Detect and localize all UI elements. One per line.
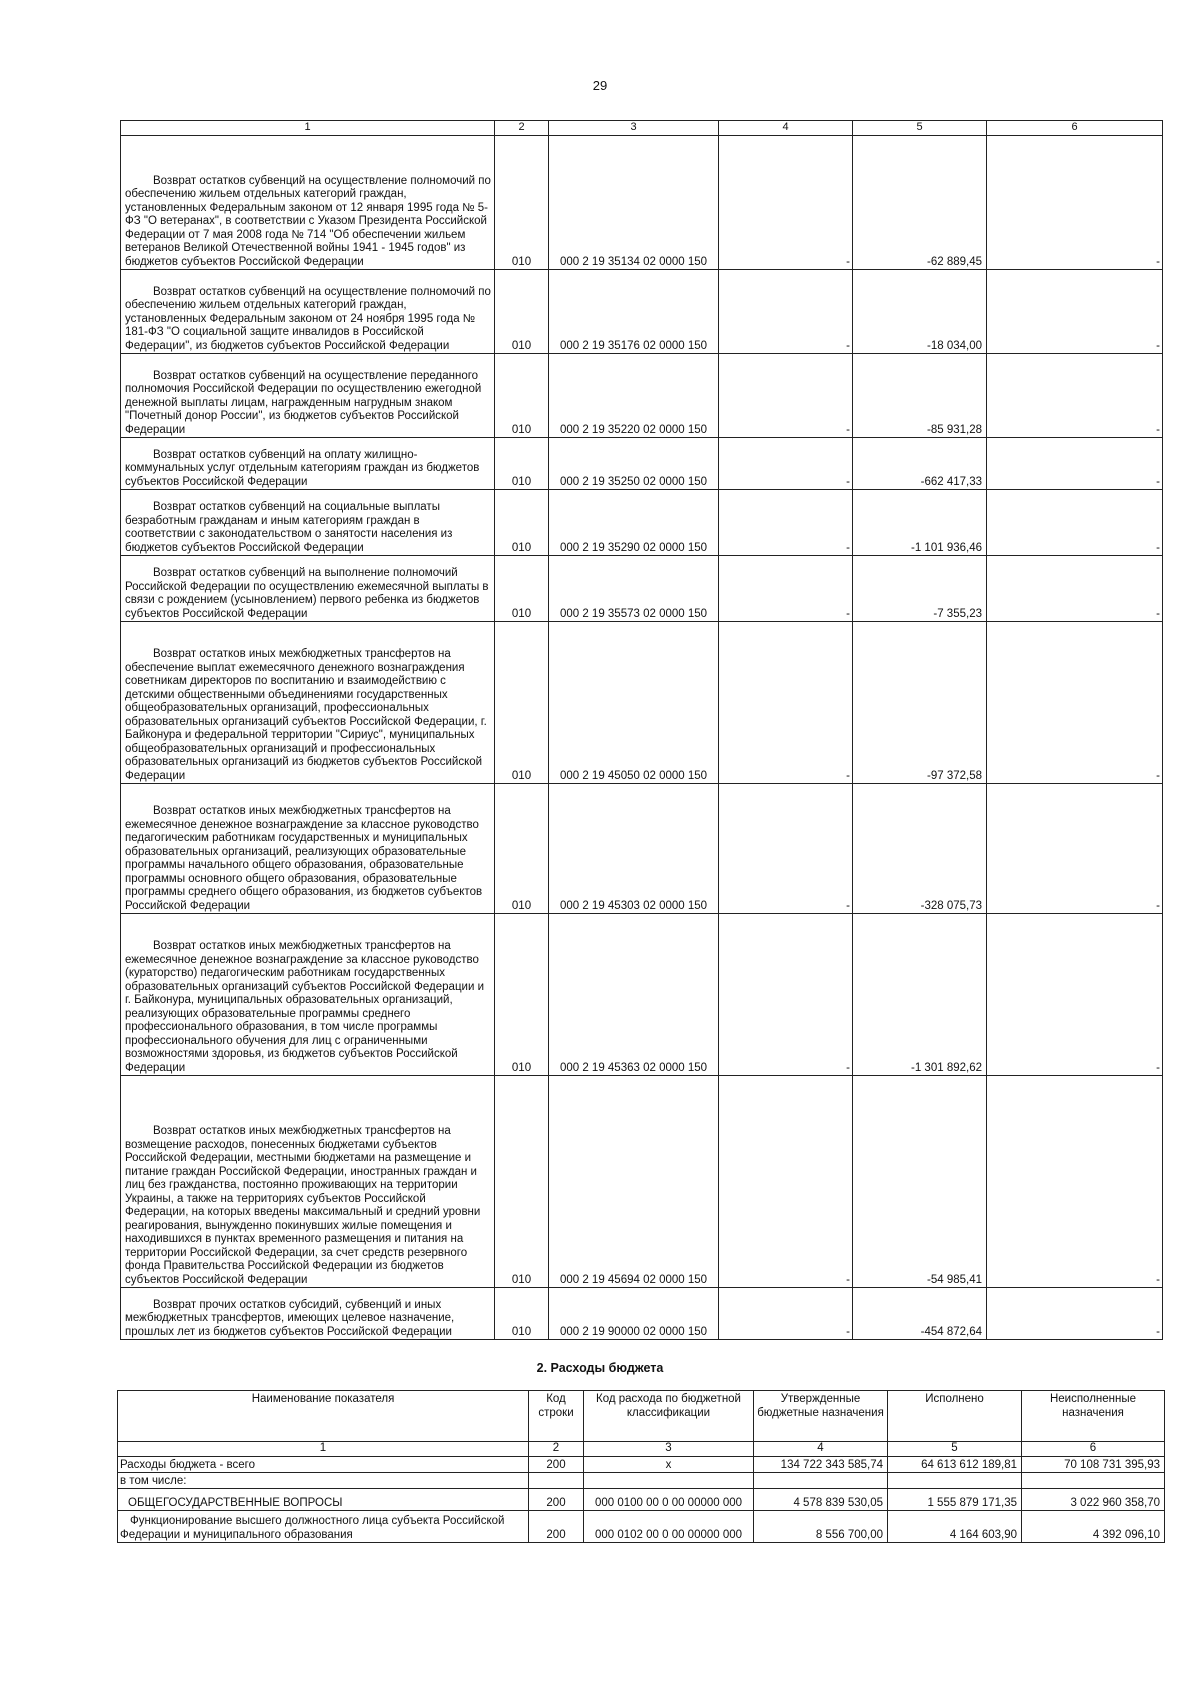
row-budget-code: 000 0100 00 0 00 00000 000	[584, 1489, 754, 1511]
row-line-code: 200	[529, 1489, 584, 1511]
row-executed: -54 985,41	[853, 1076, 987, 1288]
header-name: Наименование показателя	[118, 1391, 529, 1442]
row-executed	[888, 1473, 1022, 1489]
row-budget-code: 000 2 19 35250 02 0000 150	[549, 438, 719, 490]
row-executed: -18 034,00	[853, 270, 987, 354]
row-executed: -454 872,64	[853, 1288, 987, 1340]
row-line-code: 010	[495, 354, 549, 438]
table-row	[121, 1288, 1163, 1340]
row-unexecuted: -	[987, 914, 1163, 1076]
row-name: Расходы бюджета - всего	[118, 1457, 529, 1473]
table-row	[121, 354, 1163, 438]
table-row	[121, 270, 1163, 354]
row-approved: -	[719, 1288, 853, 1340]
row-approved: -	[719, 1076, 853, 1288]
row-budget-code: 000 0102 00 0 00 00000 000	[584, 1511, 754, 1543]
row-executed: 1 555 879 171,35	[888, 1489, 1022, 1511]
row-budget-code	[584, 1473, 754, 1489]
header-budget-code: Код расхода по бюджетной классификации	[584, 1391, 754, 1442]
col-num-1: 1	[118, 1442, 529, 1457]
row-executed: -1 301 892,62	[853, 914, 987, 1076]
col-num-5: 5	[888, 1442, 1022, 1457]
table-row	[121, 556, 1163, 622]
row-line-code: 200	[529, 1511, 584, 1543]
row-line-code: 010	[495, 622, 549, 784]
page-number: 29	[592, 78, 608, 93]
row-approved	[754, 1473, 888, 1489]
row-unexecuted: -	[987, 354, 1163, 438]
header-approved: Утвержденные бюджетные назначения	[754, 1391, 888, 1442]
row-budget-code: 000 2 19 45694 02 0000 150	[549, 1076, 719, 1288]
row-name: Функционирование высшего должностного лица субъекта Российской Федерации и муниципального образования	[118, 1511, 529, 1543]
row-name: Возврат остатков субвенций на выполнение полномочий Российской Федерации по осуществлению ежемесячной выплаты в связи с рождением (усыновлением) первого ребенка из бюджетов субъектов Российской Федерации	[121, 556, 495, 622]
table-row	[121, 136, 1163, 270]
row-approved: -	[719, 914, 853, 1076]
row-line-code: 010	[495, 438, 549, 490]
row-executed: 4 164 603,90	[888, 1511, 1022, 1543]
header-executed: Исполнено	[888, 1391, 1022, 1442]
col-num-6: 6	[987, 121, 1163, 136]
row-unexecuted: -	[987, 784, 1163, 914]
row-line-code: 010	[495, 136, 549, 270]
table-row	[121, 490, 1163, 556]
row-executed: -7 355,23	[853, 556, 987, 622]
row-approved: -	[719, 490, 853, 556]
row-approved: -	[719, 784, 853, 914]
table-row	[121, 914, 1163, 1076]
table-row	[118, 1473, 1165, 1489]
col-num-4: 4	[719, 121, 853, 136]
row-budget-code: x	[584, 1457, 754, 1473]
row-line-code: 010	[495, 1288, 549, 1340]
budget-expenses-table	[117, 1390, 1165, 1543]
row-budget-code: 000 2 19 90000 02 0000 150	[549, 1288, 719, 1340]
row-approved: 134 722 343 585,74	[754, 1457, 888, 1473]
row-line-code: 010	[495, 1076, 549, 1288]
row-unexecuted: -	[987, 1076, 1163, 1288]
table-row	[118, 1511, 1165, 1543]
row-unexecuted: 4 392 096,10	[1022, 1511, 1165, 1543]
row-budget-code: 000 2 19 35220 02 0000 150	[549, 354, 719, 438]
col-num-1: 1	[121, 121, 495, 136]
row-name: Возврат остатков иных межбюджетных трансфертов на возмещение расходов, понесенных бюджетами субъектов Российской Федерации, местными бюджетами на размещение и питание граждан Российской Федерации, иностранных граждан и лиц без гражданства, постоянно проживающих на территории Украины, а также на территориях субъектов Российской Федерации, на которых введены максимальный и средний уровни реагирования, вынужденно покинувших жилые помещения и находившихся в пунктах временного размещения и питания на территории Российской Федерации, за счет средств резервного фонда Правительства Российской Федерации из бюджетов субъектов Российской Федерации	[121, 1076, 495, 1288]
table-row	[118, 1489, 1165, 1511]
row-executed: -328 075,73	[853, 784, 987, 914]
row-unexecuted: -	[987, 1288, 1163, 1340]
column-number-row	[118, 1442, 1165, 1457]
row-executed: 64 613 612 189,81	[888, 1457, 1022, 1473]
row-unexecuted: -	[987, 556, 1163, 622]
header-line-code: Код строки	[529, 1391, 584, 1442]
table-row	[121, 438, 1163, 490]
row-approved: 4 578 839 530,05	[754, 1489, 888, 1511]
row-name: Возврат остатков субвенций на осуществление полномочий по обеспечению жильем отдельных категорий граждан, установленных Федеральным законом от 12 января 1995 года № 5-ФЗ "О ветеранах", в соответствии с Указом Президента Российской Федерации от 7 мая 2008 года № 714 "Об обеспечении жильем ветеранов Великой Отечественной войны 1941 - 1945 годов" из бюджетов субъектов Российской Федерации	[121, 136, 495, 270]
row-line-code: 010	[495, 784, 549, 914]
row-name: Возврат остатков субвенций на осуществление переданного полномочия Российской Федерации по осуществлению ежегодной денежной выплаты лицам, награжденным нагрудным знаком "Почетный донор России", из бюджетов субъектов Российской Федерации	[121, 354, 495, 438]
row-approved: -	[719, 556, 853, 622]
col-num-3: 3	[549, 121, 719, 136]
row-approved: -	[719, 136, 853, 270]
row-name: Возврат остатков субвенций на оплату жилищно-коммунальных услуг отдельным категориям граждан из бюджетов субъектов Российской Федерации	[121, 438, 495, 490]
revenue-returns-table	[120, 120, 1163, 1340]
row-budget-code: 000 2 19 35134 02 0000 150	[549, 136, 719, 270]
row-line-code: 200	[529, 1457, 584, 1473]
row-budget-code: 000 2 19 45303 02 0000 150	[549, 784, 719, 914]
col-num-2: 2	[529, 1442, 584, 1457]
row-name: ОБЩЕГОСУДАРСТВЕННЫЕ ВОПРОСЫ	[118, 1489, 529, 1511]
col-num-4: 4	[754, 1442, 888, 1457]
row-line-code: 010	[495, 490, 549, 556]
col-num-2: 2	[495, 121, 549, 136]
row-budget-code: 000 2 19 35290 02 0000 150	[549, 490, 719, 556]
row-approved: -	[719, 354, 853, 438]
row-line-code: 010	[495, 270, 549, 354]
header-row	[118, 1391, 1165, 1442]
row-line-code: 010	[495, 556, 549, 622]
row-budget-code: 000 2 19 35176 02 0000 150	[549, 270, 719, 354]
row-unexecuted: -	[987, 270, 1163, 354]
row-executed: -662 417,33	[853, 438, 987, 490]
row-unexecuted: -	[987, 622, 1163, 784]
header-unexecuted: Неисполненные назначения	[1022, 1391, 1165, 1442]
row-approved: -	[719, 438, 853, 490]
row-name: Возврат остатков субвенций на осуществление полномочий по обеспечению жильем отдельных категорий граждан, установленных Федеральным законом от 24 ноября 1995 года № 181-ФЗ "О социальной защите инвалидов в Российской Федерации", из бюджетов субъектов Российской Федерации	[121, 270, 495, 354]
row-line-code	[529, 1473, 584, 1489]
row-unexecuted	[1022, 1473, 1165, 1489]
row-unexecuted: 70 108 731 395,93	[1022, 1457, 1165, 1473]
row-approved: 8 556 700,00	[754, 1511, 888, 1543]
col-num-3: 3	[584, 1442, 754, 1457]
col-num-6: 6	[1022, 1442, 1165, 1457]
row-unexecuted: -	[987, 136, 1163, 270]
row-name: Возврат остатков иных межбюджетных трансфертов на ежемесячное денежное вознаграждение за классное руководство педагогическим работникам государственных и муниципальных образовательных организаций, реализующих образовательные программы начального общего образования, образовательные программы основного общего образования, образовательные программы среднего общего образования, из бюджетов субъектов Российской Федерации	[121, 784, 495, 914]
row-executed: -97 372,58	[853, 622, 987, 784]
row-approved: -	[719, 622, 853, 784]
row-unexecuted: 3 022 960 358,70	[1022, 1489, 1165, 1511]
row-approved: -	[719, 270, 853, 354]
row-executed: -1 101 936,46	[853, 490, 987, 556]
row-name: в том числе:	[118, 1473, 529, 1489]
row-budget-code: 000 2 19 35573 02 0000 150	[549, 556, 719, 622]
row-name: Возврат остатков субвенций на социальные выплаты безработным гражданам и иным категориям граждан в соответствии с законодательством о занятости населения из бюджетов субъектов Российской Федерации	[121, 490, 495, 556]
row-name: Возврат остатков иных межбюджетных трансфертов на ежемесячное денежное вознаграждение за классное руководство (кураторство) педагогическим работникам государственных образовательных организаций субъектов Российской Федерации и г. Байконура, муниципальных образовательных организаций, реализующих образовательные программы среднего профессионального образования, в том числе программы профессионального обучения для лиц с ограниченными возможностями здоровья, из бюджетов субъектов Российской Федерации	[121, 914, 495, 1076]
row-name: Возврат прочих остатков субсидий, субвенций и иных межбюджетных трансфертов, имеющих целевое назначение, прошлых лет из бюджетов субъектов Российской Федерации	[121, 1288, 495, 1340]
table-row	[121, 1076, 1163, 1288]
row-name: Возврат остатков иных межбюджетных трансфертов на обеспечение выплат ежемесячного денежного вознаграждения советникам директоров по воспитанию и взаимодействию с детскими общественными объединениями государственных общеобразовательных организаций, профессиональных образовательных организаций субъектов Российской Федерации, г. Байконура и федеральной территории "Сириус", муниципальных общеобразовательных организаций и профессиональных образовательных организаций из бюджетов субъектов Российской Федерации	[121, 622, 495, 784]
table-row	[121, 622, 1163, 784]
col-num-5: 5	[853, 121, 987, 136]
row-executed: -85 931,28	[853, 354, 987, 438]
row-budget-code: 000 2 19 45363 02 0000 150	[549, 914, 719, 1076]
row-executed: -62 889,45	[853, 136, 987, 270]
row-budget-code: 000 2 19 45050 02 0000 150	[549, 622, 719, 784]
row-unexecuted: -	[987, 438, 1163, 490]
section-title: 2. Расходы бюджета	[536, 1361, 664, 1375]
row-line-code: 010	[495, 914, 549, 1076]
column-number-row	[121, 121, 1163, 136]
table-row	[118, 1457, 1165, 1473]
table-row	[121, 784, 1163, 914]
row-unexecuted: -	[987, 490, 1163, 556]
